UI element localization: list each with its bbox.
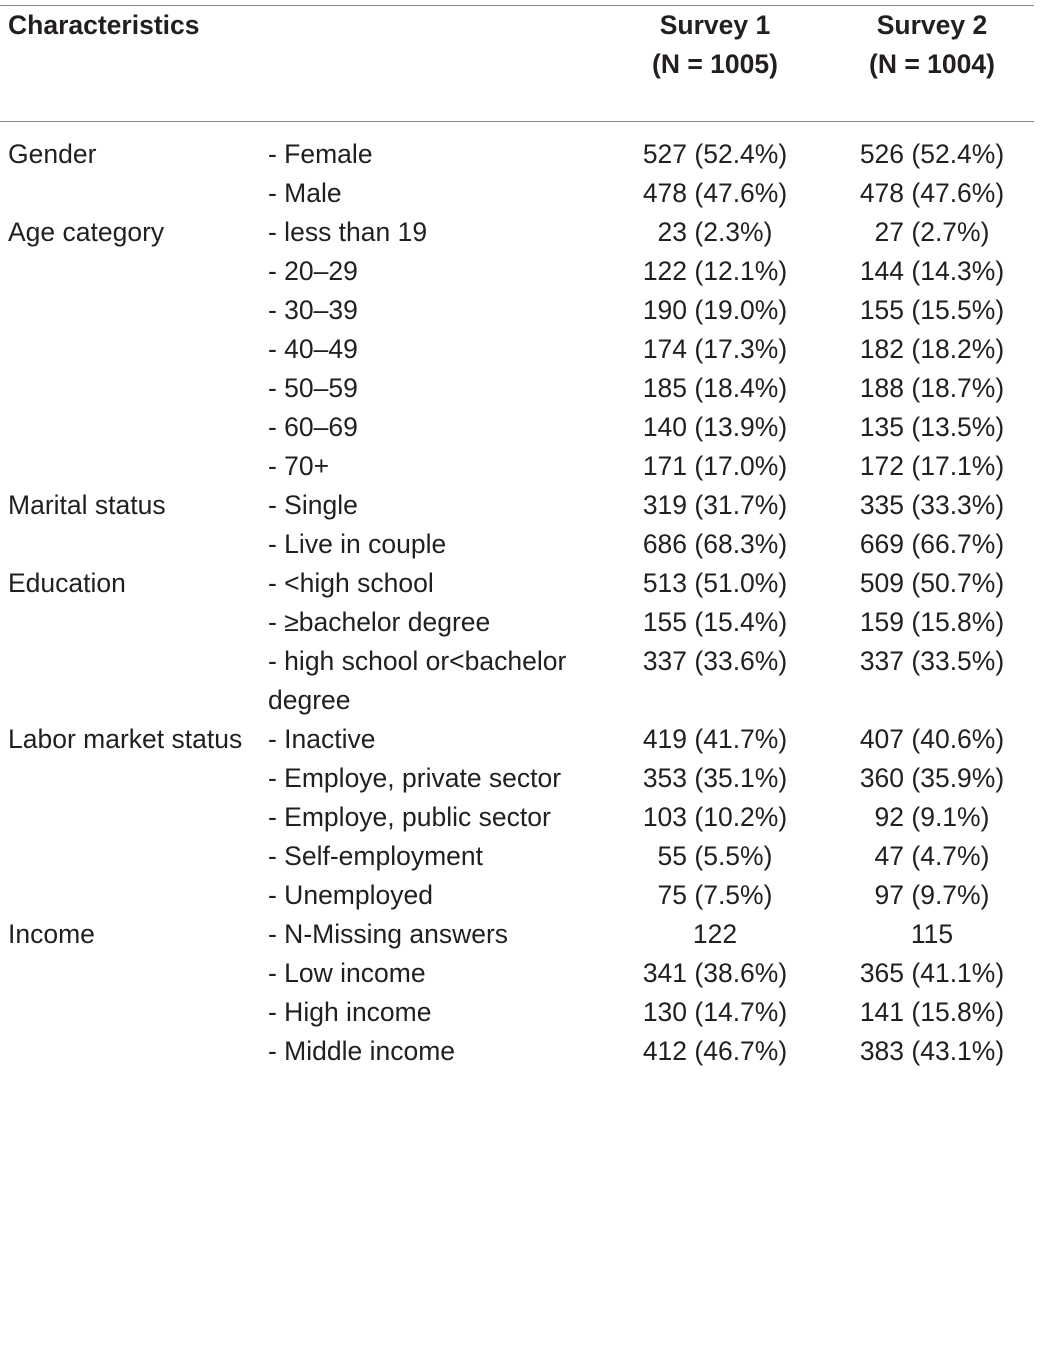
survey-table [0,6,1034,1071]
table-row [0,954,1034,993]
row-survey-1-value: 122 (12.1%) [642,256,788,286]
table-row [0,876,1034,915]
row-subcategory-label: - N-Missing answers [268,919,509,949]
row-subcategory-label: - 60–69 [268,412,358,442]
header-subcategory [260,6,600,121]
row-group-label [0,369,260,408]
table-row [0,837,1034,876]
row-survey-1-value: 23 (2.3%) [657,217,773,247]
row-group-label: Marital status [8,490,166,520]
row-group-label [0,291,260,330]
row-survey-1-value: 155 (15.4%) [642,607,788,637]
row-survey-1-value: 130 (14.7%) [642,997,788,1027]
header-survey-1-n: (N = 1005) [652,49,778,79]
table-row [0,291,1034,330]
header-survey-2-title: Survey 2 [876,10,988,40]
row-subcategory-label: - 30–39 [268,295,358,325]
row-subcategory-label: - Low income [268,958,426,988]
row-group-label [0,798,260,837]
row-group-label [0,408,260,447]
table-row [0,213,1034,252]
row-group-label [0,330,260,369]
row-group-label: Age category [8,217,165,247]
row-survey-2-value: 365 (41.1%) [859,958,1005,988]
table-row [0,798,1034,837]
row-group-label [0,759,260,798]
row-subcategory-label: - less than 19 [268,217,428,247]
row-group-label [0,447,260,486]
table-row [0,369,1034,408]
row-survey-2-value: 360 (35.9%) [859,763,1005,793]
row-survey-2-value: 478 (47.6%) [859,178,1005,208]
row-survey-2-value: 383 (43.1%) [859,1036,1005,1066]
row-survey-1-value: 174 (17.3%) [642,334,788,364]
row-survey-1-value: 478 (47.6%) [642,178,788,208]
row-survey-2-value: 159 (15.8%) [859,607,1005,637]
header-characteristics: Characteristics [8,10,200,40]
row-subcategory-label: - Single [268,490,358,520]
row-group-label [0,174,260,213]
row-survey-1-value: 140 (13.9%) [642,412,788,442]
row-subcategory-label: - Female [268,139,373,169]
row-survey-2-value: 526 (52.4%) [859,139,1005,169]
row-survey-2-value: 155 (15.5%) [859,295,1005,325]
row-survey-1-value: 419 (41.7%) [642,724,788,754]
row-subcategory-label: - <high school [268,568,434,598]
row-subcategory-label: - Employe, public sector [268,802,551,832]
table-body [0,121,1034,1071]
row-survey-2-value: 337 (33.5%) [859,646,1005,676]
row-survey-2-value: 407 (40.6%) [859,724,1005,754]
row-group-label [0,1032,260,1071]
table-row [0,564,1034,603]
row-survey-2-value: 182 (18.2%) [859,334,1005,364]
row-subcategory-label: - Inactive [268,724,376,754]
row-group-label: Labor market status [8,724,243,754]
table-row [0,408,1034,447]
row-subcategory-label: - Employe, private sector [268,763,562,793]
header-survey-1 [600,6,830,121]
table-row [0,915,1034,954]
row-survey-2-value: 188 (18.7%) [859,373,1005,403]
row-survey-2-value: 135 (13.5%) [859,412,1005,442]
row-subcategory-label: - 40–49 [268,334,358,364]
row-survey-2-value: 335 (33.3%) [859,490,1005,520]
table-row [0,252,1034,291]
row-group-label [0,525,260,564]
row-subcategory-label: - ≥bachelor degree [268,607,491,637]
row-survey-2-value: 172 (17.1%) [859,451,1005,481]
row-survey-2-value: 669 (66.7%) [859,529,1005,559]
row-survey-1-value: 337 (33.6%) [642,646,788,676]
row-group-label [0,876,260,915]
row-subcategory-label: - 70+ [268,451,330,481]
row-group-label [0,993,260,1032]
row-survey-1-value: 55 (5.5%) [657,841,773,871]
row-survey-1-value: 103 (10.2%) [642,802,788,832]
row-group-label [0,837,260,876]
table-row [0,330,1034,369]
table-row [0,525,1034,564]
row-survey-2-value: 27 (2.7%) [874,217,990,247]
header-row [0,6,1034,121]
table-row [0,642,1034,720]
table-row [0,603,1034,642]
header-survey-2-n: (N = 1004) [869,49,995,79]
row-survey-1-value: 171 (17.0%) [642,451,788,481]
row-survey-1-value: 319 (31.7%) [642,490,788,520]
row-group-label [0,603,260,642]
row-group-label: Income [8,919,95,949]
table-row [0,121,1034,174]
table-row [0,993,1034,1032]
row-survey-2-value: 509 (50.7%) [859,568,1005,598]
row-group-label [0,642,260,720]
row-survey-1-value: 513 (51.0%) [642,568,788,598]
row-group-label [0,252,260,291]
row-survey-1-value: 122 [692,919,738,949]
table-row [0,486,1034,525]
row-survey-2-value: 115 [910,919,954,949]
row-survey-1-value: 75 (7.5%) [657,880,773,910]
table-row [0,174,1034,213]
row-survey-1-value: 353 (35.1%) [642,763,788,793]
row-group-label [0,954,260,993]
row-survey-2-value: 141 (15.8%) [859,997,1005,1027]
row-subcategory-label: - Unemployed [268,880,433,910]
row-survey-2-value: 144 (14.3%) [859,256,1005,286]
row-subcategory-label: - high school or<bachelor degree [268,646,567,715]
table-row [0,1032,1034,1071]
table-row [0,447,1034,486]
row-survey-1-value: 412 (46.7%) [642,1036,788,1066]
row-subcategory-label: - Male [268,178,342,208]
row-survey-2-value: 92 (9.1%) [874,802,990,832]
row-survey-1-value: 185 (18.4%) [642,373,788,403]
row-group-label: Gender [8,139,97,169]
row-subcategory-label: - Middle income [268,1036,456,1066]
row-subcategory-label: - Self-employment [268,841,484,871]
table-row [0,759,1034,798]
row-survey-1-value: 527 (52.4%) [642,139,788,169]
row-survey-2-value: 97 (9.7%) [874,880,990,910]
row-subcategory-label: - Live in couple [268,529,447,559]
row-subcategory-label: - 20–29 [268,256,358,286]
row-group-label: Education [8,568,126,598]
row-survey-1-value: 686 (68.3%) [642,529,788,559]
row-subcategory-label: - High income [268,997,432,1027]
row-survey-2-value: 47 (4.7%) [874,841,990,871]
row-survey-1-value: 190 (19.0%) [642,295,788,325]
row-survey-1-value: 341 (38.6%) [642,958,788,988]
header-survey-1-title: Survey 1 [659,10,771,40]
table-row [0,720,1034,759]
header-survey-2 [830,6,1034,121]
row-subcategory-label: - 50–59 [268,373,358,403]
